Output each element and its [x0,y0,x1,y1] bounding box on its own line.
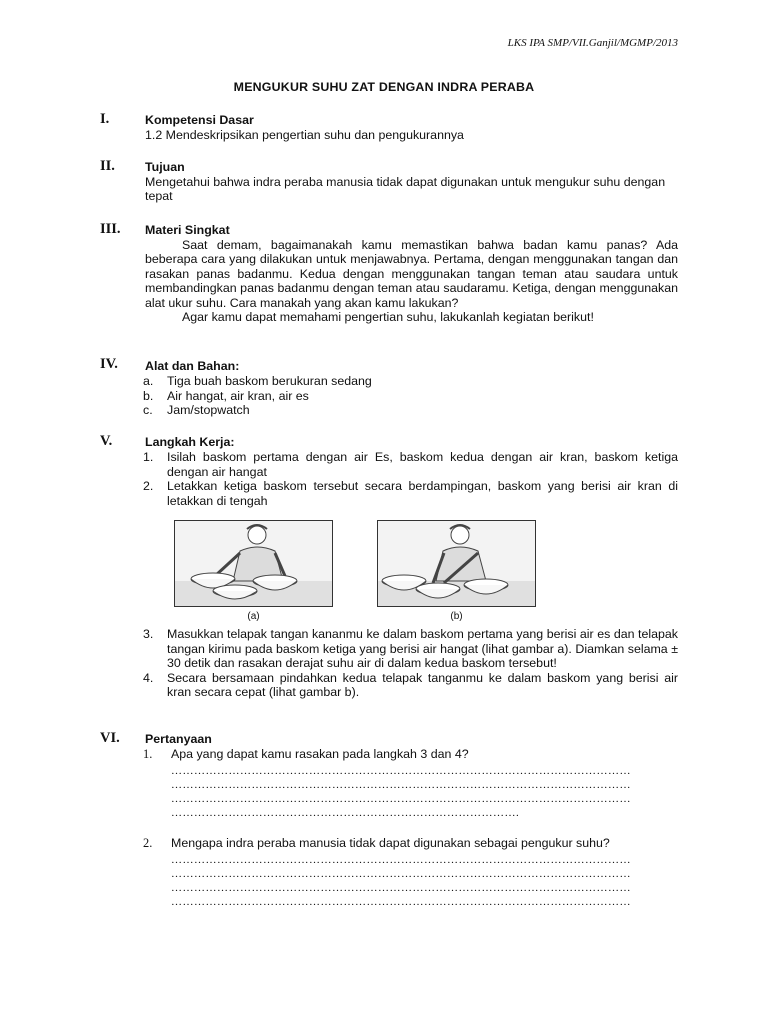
section-1 [145,113,678,142]
figure-b [377,520,536,622]
list-text: Air hangat, air kran, air es [167,388,309,403]
question-text: Apa yang dapat kamu rasakan pada langkah 3 dan 4? [171,747,469,761]
list-marker: b. [143,388,154,403]
section-6-heading-text: Pertanyaan [145,732,212,746]
section-3 [145,223,678,325]
section-5-heading-text: Langkah Kerja: [145,435,235,449]
section-6-heading [145,732,678,747]
list-item [143,627,678,671]
list-marker: 3. [143,627,154,641]
section-2 [145,160,678,204]
materials-list [143,374,678,418]
section-3-paragraph-2: Agar kamu dapat memahami pengertian suhu, lakukanlah kegiatan berikut! [182,310,594,324]
list-item [143,479,678,508]
section-4-heading-text: Alat dan Bahan: [145,359,240,373]
section-3-heading: Materi Singkat [145,223,230,237]
figure-b-caption: (b) [450,611,463,622]
steps-list-bottom [143,627,678,700]
list-text: Secara bersamaan pindahkan kedua telapak tanganmu ke dalam baskom yang berisi air kran secara cepat (lihat gambar b). [167,670,678,699]
section-4-heading [145,359,678,374]
list-item [143,450,678,479]
section-1-number: I. [100,111,110,127]
figure-a-image [174,520,333,607]
answer-line[interactable]: ………………………………………………………………………………………………………… [171,779,631,791]
answer-line[interactable]: ………………………………………………………………………………………………………… [171,765,631,777]
page-title: MENGUKUR SUHU ZAT DENGAN INDRA PERABA [233,80,535,94]
list-text: Letakkan ketiga baskom tersebut secara berdampingan, baskom yang berisi air kran di letakkan di tengah [167,479,678,508]
section-5-number: V. [100,433,113,449]
list-marker: 1. [143,450,154,464]
page-header: LKS IPA SMP/VII.Ganjil/MGMP/2013 [507,37,678,49]
list-item [143,374,678,389]
list-item [143,389,678,404]
answer-line[interactable]: ………………………………………………………………………………………………………… [171,793,631,805]
section-1-heading: Kompetensi Dasar [145,113,254,127]
figure-a-caption: (a) [247,611,260,622]
section-6-number: VI. [100,730,120,746]
answer-line[interactable]: ………………………………………………………………………………………………………… [171,896,631,908]
list-text: Tiga buah baskom berukuran sedang [167,374,372,388]
list-text: Masukkan telapak tangan kananmu ke dalam baskom pertama yang berisi air es dan telapak tangan kirimu pada baskom ketiga yang berisi air hangat (lihat gambar a). Diamkan selama ± 30 detik dan rasakan derajat suhu air di dalam kedua baskom tersebut! [167,627,678,670]
steps-list-top [143,450,678,508]
section-2-heading: Tujuan [145,160,185,174]
list-marker: a. [143,374,154,388]
list-item [143,671,678,700]
answer-line[interactable]: ………………………………………………………………………………………………………… [171,854,631,866]
answer-line[interactable]: ………………………………………………………………………………………………………… [171,882,631,894]
section-3-paragraph-1: Saat demam, bagaimanakah kamu memastikan bahwa badan kamu panas? Ada beberapa cara yang dilakukan untuk menjawabnya. Pertama, dengan menggunakan tangan dan rasakan panas badanmu. Kedua dengan menggunakan tangan teman atau saudara untuk membandingkan panas badanmu dengan teman atau saudaramu. Ketiga, dengan menggunakan alat ukur suhu. Cara manakah yang akan kamu lakukan? [145,237,678,310]
section-2-number: II. [100,158,115,174]
list-marker: 4. [143,670,154,685]
list-text: Isilah baskom pertama dengan air Es, baskom kedua dengan air kran, baskom ketiga dengan air hangat [167,450,678,479]
figure-b-image [377,520,536,607]
list-marker: 2. [143,479,154,493]
section-5-heading [145,435,678,450]
figure-a [174,520,333,622]
section-1-body: 1.2 Mendeskripsikan pengertian suhu dan pengukurannya [145,127,464,142]
section-2-body: Mengetahui bahwa indra peraba manusia tidak dapat digunakan untuk mengukur suhu dengan tepat [145,174,666,203]
answer-line[interactable]: ………………………………………………………………………………………………………… [171,868,631,880]
question-number: 1. [143,747,153,761]
answer-line[interactable]: ………………………………………………………………………………. [171,807,520,819]
section-3-number: III. [100,221,121,237]
question-text: Mengapa indra peraba manusia tidak dapat digunakan sebagai pengukur suhu? [171,836,610,850]
section-4-number: IV. [100,356,118,372]
list-item [143,403,678,418]
list-text: Jam/stopwatch [167,403,250,417]
question-number: 2. [143,836,153,850]
list-marker: c. [143,403,153,417]
